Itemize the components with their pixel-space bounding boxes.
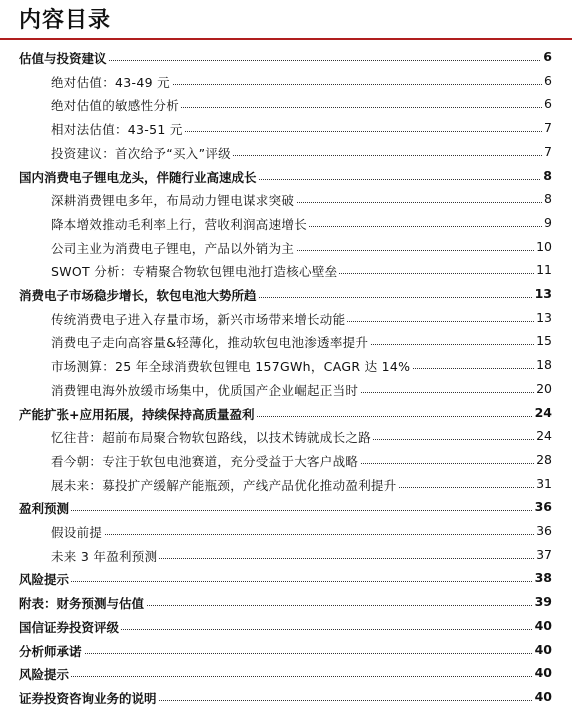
- toc-subsection-entry[interactable]: [0, 139, 572, 163]
- toc-entry-title: 证券投资咨询业务的说明: [19, 690, 157, 706]
- toc-entry-title: 附表：财务预测与估值: [19, 596, 145, 612]
- toc-page-number: 13: [536, 309, 552, 325]
- toc-page-number: 38: [534, 570, 552, 586]
- toc-entry-title: 产能扩张+应用拓展，持续保持高质量盈利: [19, 406, 255, 422]
- toc-section-entry[interactable]: [0, 660, 572, 684]
- toc-entry-title: 分析师承诺: [19, 643, 82, 659]
- toc-entry-title: 相对法估值：43-51 元: [51, 122, 183, 138]
- toc-subsection-entry[interactable]: [0, 186, 572, 210]
- toc-section-entry[interactable]: [0, 163, 572, 187]
- toc-page-number: 31: [536, 475, 552, 491]
- toc-entry-title: 国内消费电子锂电龙头，伴随行业高速成长: [19, 169, 257, 185]
- toc-page-number: 9: [544, 214, 552, 230]
- toc-subsection-entry[interactable]: [0, 352, 572, 376]
- toc-entry-title: 传统消费电子进入存量市场，新兴市场带来增长动能: [51, 311, 346, 327]
- toc-subsection-entry[interactable]: [0, 210, 572, 234]
- toc-entry-title: 估值与投资建议: [19, 51, 107, 66]
- toc-page-number: 6: [543, 49, 552, 64]
- toc-page-number: 24: [534, 404, 552, 420]
- toc-entry-title: 风险提示: [19, 572, 70, 588]
- toc-page-number: 8: [543, 167, 552, 183]
- toc-entry-title: 降本增效推动毛利率上行，营收利润高速增长: [51, 216, 308, 232]
- toc-entry-title: 投资建议：首次给予“买入”评级: [51, 145, 231, 161]
- toc-entry-title: 市场测算：25 年全球消费软包锂电 157GWh，CAGR 达 14%: [51, 359, 411, 375]
- toc-page-number: 8: [544, 191, 552, 207]
- toc-page-number: 36: [536, 523, 552, 538]
- toc-section-entry[interactable]: [0, 637, 572, 661]
- toc-entry-title: 消费锂电海外放缓市场集中，优质国产企业崛起正当时: [51, 382, 359, 398]
- dot-leader: [19, 494, 552, 518]
- dot-leader: [19, 660, 552, 684]
- toc-entry-title: 忆往昔：超前布局聚合物软包路线，以技术铸就成长之路: [51, 430, 372, 446]
- toc-page-number: 28: [536, 451, 552, 467]
- toc-page-number: 39: [534, 594, 552, 610]
- title-divider: [0, 38, 572, 40]
- page-title: 内容目录: [19, 8, 112, 33]
- toc-subsection-entry[interactable]: [0, 305, 572, 329]
- toc-entry-title: 消费电子市场稳步增长，软包电池大势所趋: [19, 288, 257, 303]
- toc-page-number: 37: [536, 546, 552, 562]
- toc-entry-title: 深耕消费锂电多年，布局动力锂电谋求突破: [51, 193, 295, 209]
- dot-leader: [51, 518, 552, 542]
- toc-section-entry[interactable]: [0, 44, 572, 68]
- toc-subsection-entry[interactable]: [0, 518, 572, 542]
- toc-section-entry[interactable]: [0, 589, 572, 613]
- toc-entry-title: SWOT 分析：专精聚合物软包锂电池打造核心壁垒: [51, 264, 338, 280]
- toc-subsection-entry[interactable]: [0, 376, 572, 400]
- toc-page-number: 40: [534, 688, 552, 704]
- toc-page-number: 6: [544, 72, 552, 88]
- toc-entry-title: 绝对估值的敏感性分析: [51, 98, 180, 114]
- toc-page-number: 7: [544, 143, 552, 159]
- toc-entry-title: 盈利预测: [19, 501, 70, 517]
- toc-subsection-entry[interactable]: [0, 91, 572, 115]
- toc-page-number: 40: [534, 617, 552, 633]
- toc-subsection-entry[interactable]: [0, 328, 572, 352]
- toc-entry-title: 国信证券投资评级: [19, 619, 120, 635]
- toc-page-number: 40: [534, 641, 552, 657]
- toc-subsection-entry[interactable]: [0, 423, 572, 447]
- toc-entry-title: 展未来：募投扩产缓解产能瓶颈，产线产品优化推动盈利提升: [51, 477, 397, 493]
- toc-page-number: 20: [536, 380, 552, 396]
- toc-page-number: 7: [544, 120, 552, 136]
- toc-page-number: 6: [544, 96, 552, 112]
- toc-page-number: 13: [534, 286, 552, 301]
- toc-subsection-entry[interactable]: [0, 234, 572, 258]
- toc-section-entry[interactable]: [0, 684, 572, 708]
- dot-leader: [19, 637, 552, 661]
- toc-entry-title: 风险提示: [19, 667, 70, 683]
- toc-entry-title: 看今朝：专注于软包电池赛道，充分受益于大客户战略: [51, 453, 359, 469]
- toc-page-number: 36: [534, 499, 552, 515]
- toc-subsection-entry[interactable]: [0, 471, 572, 495]
- toc-entry-title: 消费电子走向高容量&轻薄化，推动软包电池渗透率提升: [51, 335, 369, 351]
- toc-entry-title: 假设前提: [51, 525, 103, 540]
- toc-page-number: 10: [536, 238, 552, 254]
- toc-page-number: 24: [536, 428, 552, 444]
- toc-page-number: 18: [536, 357, 552, 373]
- toc-entry-title: 公司主业为消费电子锂电，产品以外销为主: [51, 240, 295, 256]
- toc-subsection-entry[interactable]: [0, 542, 572, 566]
- toc-entry-title: 绝对估值：43-49 元: [51, 74, 170, 90]
- toc-section-entry[interactable]: [0, 613, 572, 637]
- toc-section-entry[interactable]: [0, 400, 572, 424]
- toc-subsection-entry[interactable]: [0, 115, 572, 139]
- toc-entry-title: 未来 3 年盈利预测: [51, 548, 158, 564]
- toc-page-number: 11: [536, 262, 552, 278]
- toc-subsection-entry[interactable]: [0, 447, 572, 471]
- dot-leader: [19, 565, 552, 589]
- toc-page-number: 40: [534, 665, 552, 681]
- toc-subsection-entry[interactable]: [0, 257, 572, 281]
- toc-subsection-entry[interactable]: [0, 68, 572, 92]
- toc-section-entry[interactable]: [0, 565, 572, 589]
- toc-section-entry[interactable]: [0, 281, 572, 305]
- toc-page-number: 15: [536, 333, 552, 349]
- toc-section-entry[interactable]: [0, 494, 572, 518]
